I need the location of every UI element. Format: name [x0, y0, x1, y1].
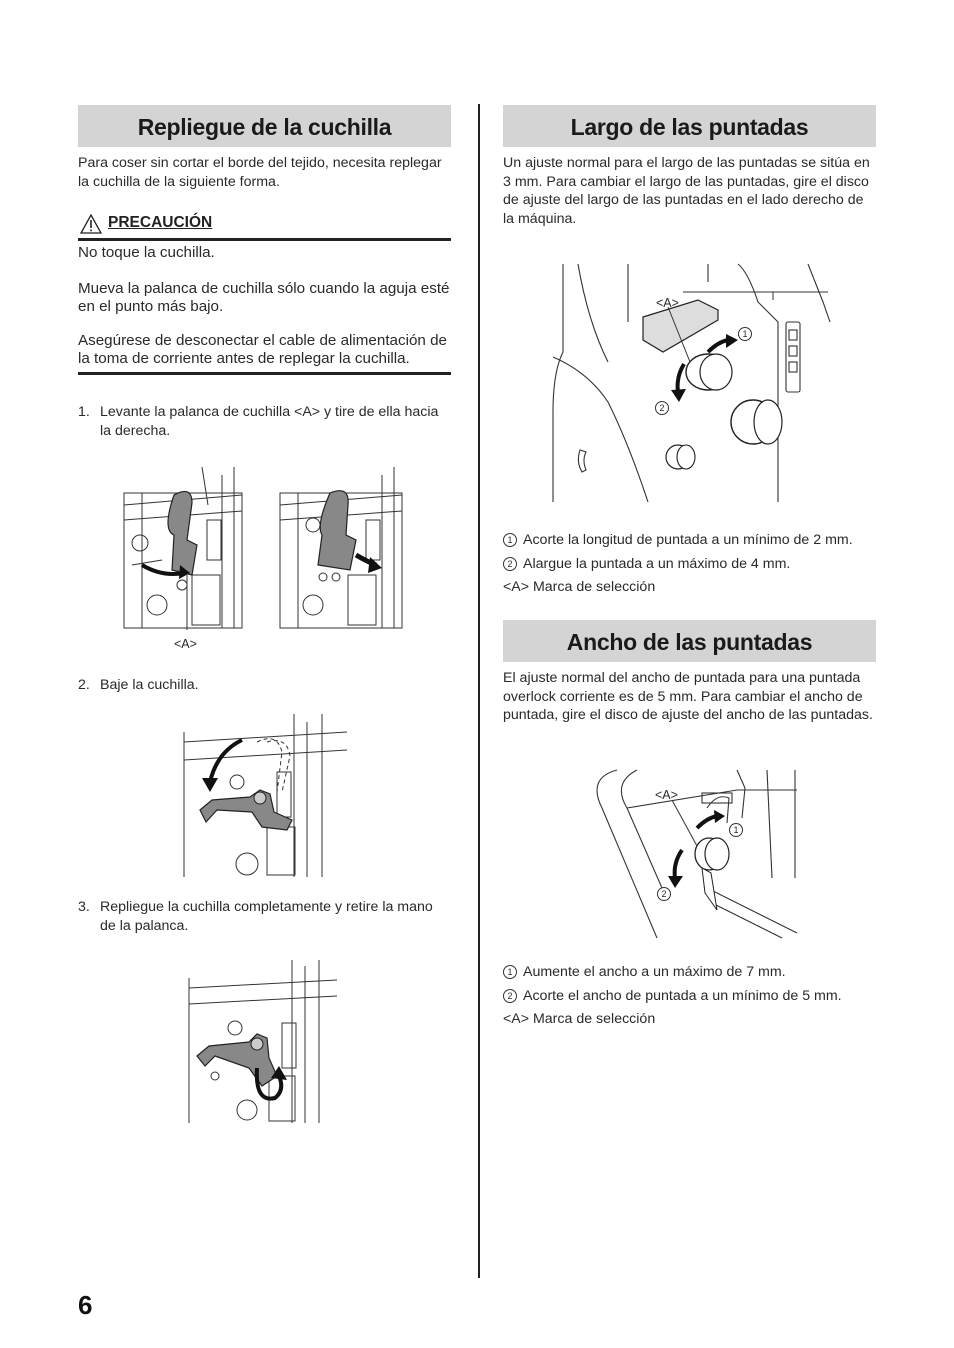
legend-circle-1: 1: [503, 533, 517, 547]
caution-title: PRECAUCIÓN: [108, 214, 213, 231]
legend-circle-4: 2: [503, 989, 517, 1003]
stitch-width-fig-num-2: 2: [657, 887, 677, 901]
step-1-text: Levante la palanca de cuchilla <A> y tire de ella hacia la derecha.: [100, 404, 439, 439]
stitch-length-fig-num-2: 2: [655, 401, 675, 415]
stitch-width-legend-1: 1 Aumente el ancho a un máximo de 7 mm.: [503, 963, 786, 981]
stitch-length-legend-2: 2 Alargue la puntada a un máximo de 4 mm.: [503, 555, 790, 573]
caution-bottom-rule: [78, 372, 451, 375]
caution-line-3: Asegúrese de desconectar el cable de alimentación de la toma de corriente antes de replegar la cuchilla.: [78, 332, 447, 367]
step-1-number: 1.: [78, 404, 90, 420]
step-3-text: Repliegue la cuchilla completamente y retire la mano de la palanca.: [100, 899, 433, 934]
step-1: [78, 403, 450, 441]
step-3-number: 3.: [78, 899, 90, 915]
stitch-length-legend-3: <A> Marca de selección: [503, 579, 656, 595]
knife-retract-illustration: [187, 958, 342, 1123]
stitch-width-legend-2: 2 Acorte el ancho de puntada a un mínimo de 5 mm.: [503, 987, 842, 1005]
stitch-length-fig-label-a: <A>: [656, 296, 679, 310]
knife-lever-pull-right-illustration: [278, 465, 406, 630]
stitch-width-fig-num-1: 1: [729, 823, 749, 837]
step-2-text: Baje la cuchilla.: [100, 677, 199, 693]
stitch-length-dial-illustration: [548, 262, 833, 504]
knife-lever-raise-illustration: [122, 465, 247, 630]
left-intro: Para coser sin cortar el borde del tejido, necesita replegar la cuchilla de la siguiente forma.: [78, 155, 442, 190]
left-section-title: Repliegue de la cuchilla: [78, 105, 451, 147]
stitch-length-fig-num-1: 1: [738, 327, 758, 341]
knife-lower-illustration: [182, 712, 350, 877]
caution-line-2: Mueva la palanca de cuchilla sólo cuando la aguja esté en el punto más bajo.: [78, 280, 450, 315]
caution-top-rule: [78, 238, 451, 241]
legend-circle-3: 1: [503, 965, 517, 979]
stitch-width-dial-illustration: [577, 768, 802, 943]
warning-icon: [80, 214, 102, 234]
stitch-width-title: Ancho de las puntadas: [503, 620, 876, 662]
stitch-width-legend-3: <A> Marca de selección: [503, 1011, 656, 1027]
step-3: [78, 898, 450, 936]
column-divider: [478, 104, 480, 1278]
step-2-number: 2.: [78, 677, 90, 693]
stitch-length-title: Largo de las puntadas: [503, 105, 876, 147]
step-2: [78, 676, 450, 695]
fig1-label-a: <A>: [174, 637, 197, 651]
stitch-width-fig-label-a: <A>: [655, 788, 678, 802]
caution-line-1: No toque la cuchilla.: [78, 244, 215, 261]
page-number: 6: [78, 1290, 93, 1320]
stitch-length-intro: Un ajuste normal para el largo de las puntadas se sitúa en 3 mm. Para cambiar el largo de las puntadas, gire el disco de ajuste del largo de las puntadas en el lado derecho de la máquina.: [503, 155, 870, 227]
stitch-length-legend-1: 1 Acorte la longitud de puntada a un mínimo de 2 mm.: [503, 531, 853, 549]
stitch-width-intro: El ajuste normal del ancho de puntada para una puntada overlock corriente es de 5 mm. Para cambiar el ancho de puntada, gire el disco de ajuste del ancho de las puntadas.: [503, 670, 873, 723]
legend-circle-2: 2: [503, 557, 517, 571]
